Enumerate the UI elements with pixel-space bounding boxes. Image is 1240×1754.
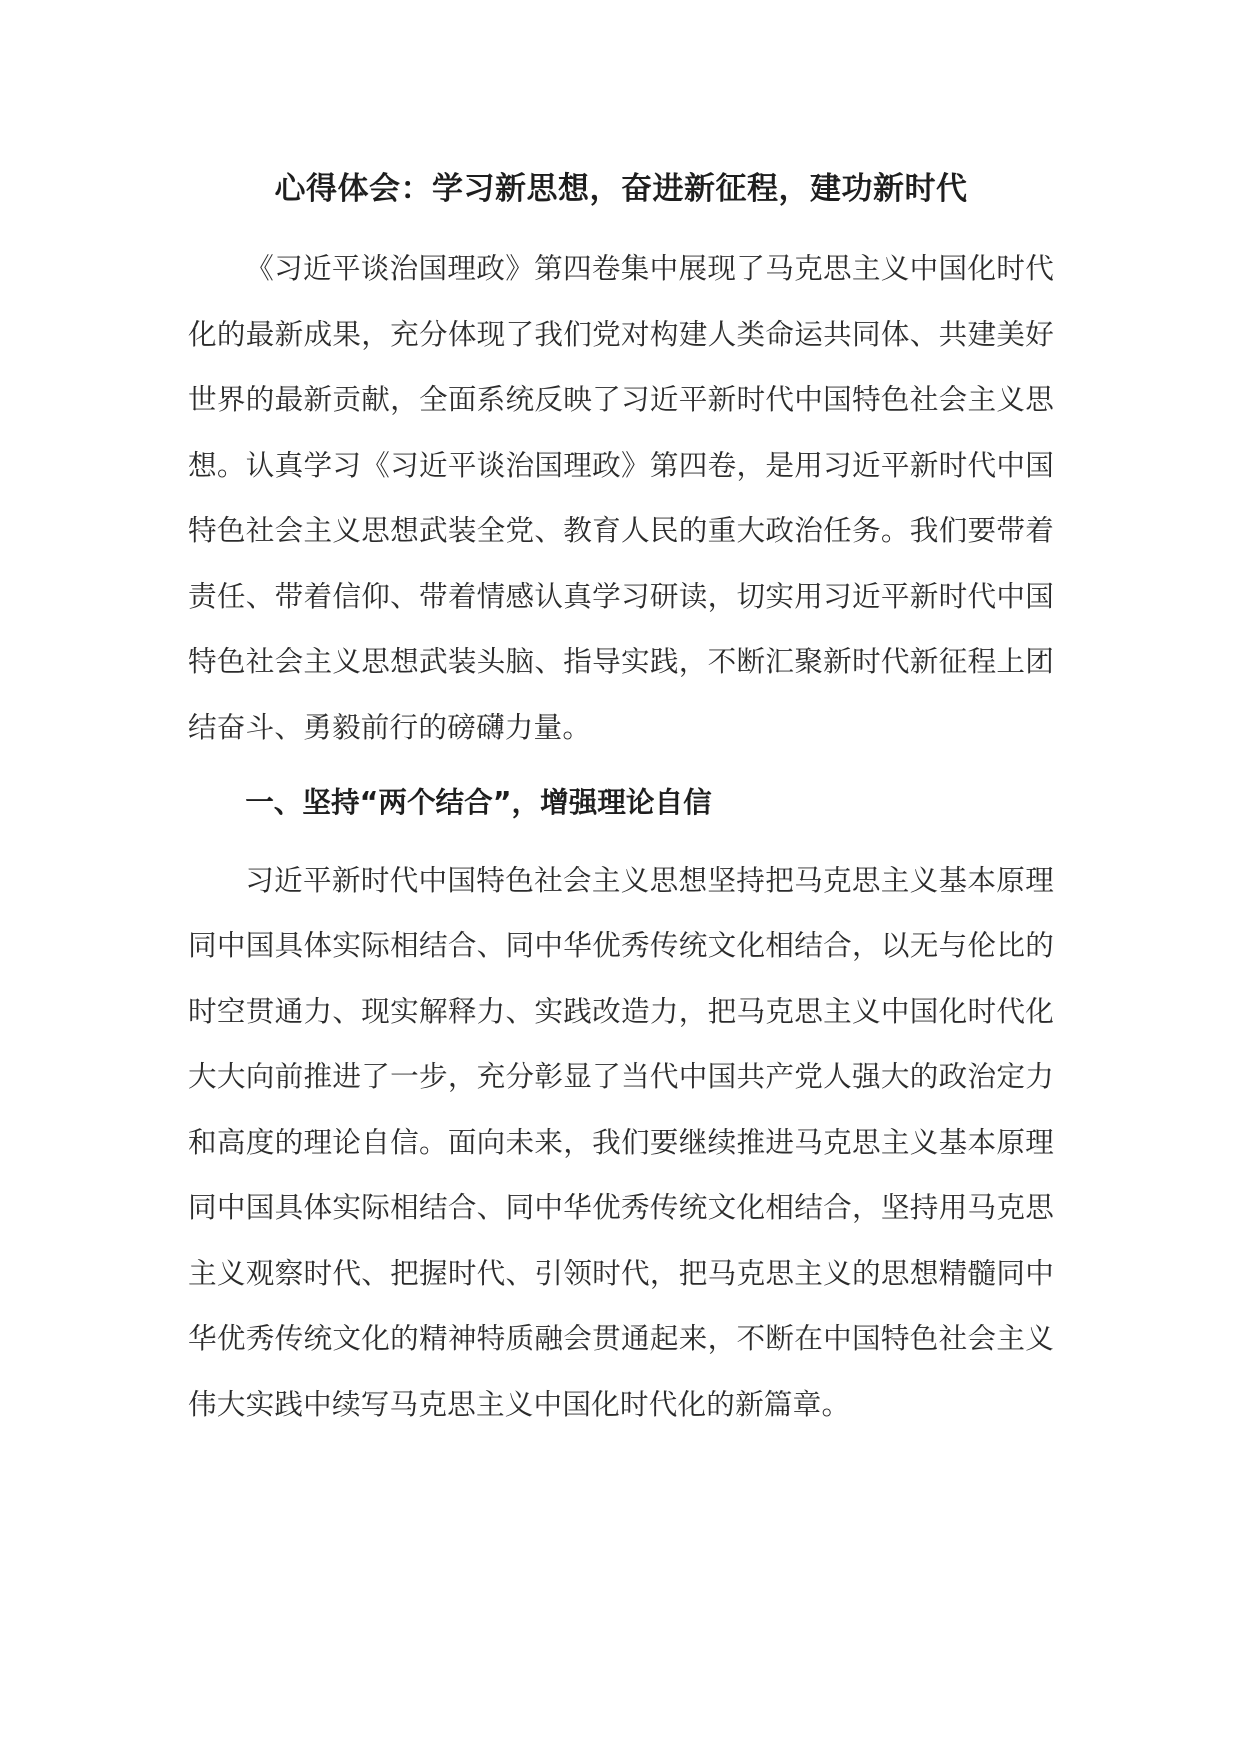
section-heading-one: 一、坚持“两个结合”，增强理论自信: [245, 785, 712, 819]
intro-paragraph: 《习近平谈治国理政》第四卷集中展现了马克思主义中国化时代化的最新成果，充分体现了我们党对构建人类命运共同体、共建美好世界的最新贡献，全面系统反映了习近平新时代中国特色社会主义思想。认真学习《习近平谈治国理政》第四卷，是用习近平新时代中国特色社会主义思想武装全党、教育人民的重大政治任务。我们要带着责任、带着信仰、带着情感认真学习研读，切实用习近平新时代中国特色社会主义思想武装头脑、指导实践，不断汇聚新时代新征程上团结奋斗、勇毅前行的磅礴力量。: [188, 251, 1054, 744]
document-body: [188, 168, 1054, 1437]
document-title: 心得体会：学习新思想，奋进新征程，建功新时代: [274, 171, 968, 207]
section-one-paragraph: 习近平新时代中国特色社会主义思想坚持把马克思主义基本原理同中国具体实际相结合、同中华优秀传统文化相结合，以无与伦比的时空贯通力、现实解释力、实践改造力，把马克思主义中国化时代化大大向前推进了一步，充分彰显了当代中国共产党人强大的政治定力和高度的理论自信。面向未来，我们要继续推进马克思主义基本原理同中国具体实际相结合、同中华优秀传统文化相结合，坚持用马克思主义观察时代、把握时代、引领时代，把马克思主义的思想精髓同中华优秀传统文化的精神特质融会贯通起来，不断在中国特色社会主义伟大实践中续写马克思主义中国化时代化的新篇章。: [188, 862, 1054, 1421]
